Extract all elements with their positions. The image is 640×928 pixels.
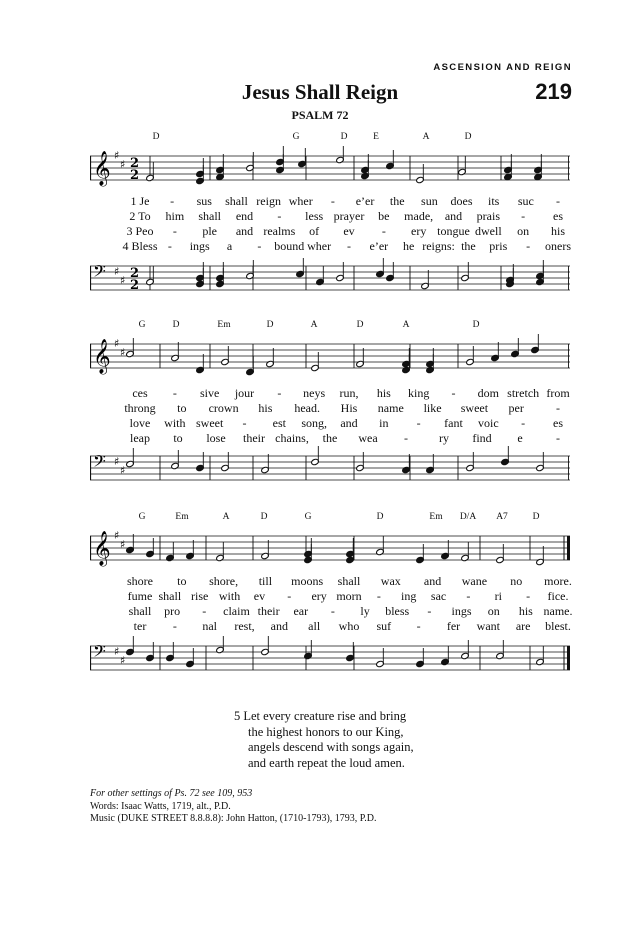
chord-symbol: D — [266, 320, 274, 330]
lyric-line-3-2 — [90, 589, 570, 604]
lyric-syllable: find — [472, 431, 492, 445]
chord-symbol: A7 — [496, 512, 508, 522]
bass-clef-icon: 𝄢 — [93, 451, 106, 475]
lyric-syllable: be — [378, 209, 390, 223]
lyric-syllable: rest, — [234, 619, 255, 633]
chord-symbol: D — [472, 320, 480, 330]
lyric-syllable: rise — [191, 589, 209, 603]
chord-row-1 — [90, 132, 570, 146]
lyric-syllable: shall — [198, 209, 221, 223]
lyric-syllable: - — [172, 619, 177, 633]
lyric-syllable: its — [488, 194, 500, 208]
music-credit: Music (DUKE STREET 8.8.8.8): John Hatton, (1710-1793), 1793, P.D. — [90, 813, 377, 824]
lyric-syllable: and — [340, 416, 358, 430]
lyric-syllable: suc — [517, 194, 534, 208]
lyric-syllable: the — [461, 239, 476, 253]
lyric-syllable: jour — [234, 386, 255, 400]
lyric-syllable: wher — [288, 194, 313, 208]
lyric-syllable: on — [517, 224, 530, 238]
lyric-syllable: fer — [446, 619, 461, 633]
lyric-syllable: ery — [311, 589, 327, 603]
lyric-syllable: no — [510, 574, 523, 588]
lyric-syllable: - — [416, 416, 421, 430]
lyric-syllable: their — [257, 604, 280, 618]
lyric-syllable: wher — [307, 239, 332, 253]
chord-symbol: D — [340, 132, 348, 142]
treble-clef-icon: 𝄞 — [93, 531, 111, 566]
lyric-syllable: - — [242, 416, 247, 430]
verse-5-line: and earth repeat the loud amen. — [248, 755, 405, 770]
lyric-syllable: shall — [158, 589, 182, 603]
lyric-syllable: ings — [189, 239, 210, 253]
lyric-syllable: to — [173, 431, 183, 445]
lyric-line-3-4 — [90, 619, 570, 634]
lyric-syllable: sus — [196, 194, 212, 208]
music-system-1 — [90, 132, 570, 302]
lyric-syllable: 1 Je — [130, 194, 150, 208]
lyric-syllable: run, — [339, 386, 359, 400]
lyric-syllable: his — [258, 401, 273, 415]
lyric-syllable: reigns: — [422, 239, 455, 253]
lyric-syllable: - — [202, 604, 207, 618]
lyric-syllable: shore, — [209, 574, 239, 588]
lyric-syllable: - — [466, 589, 471, 603]
lyric-syllable: stretch — [507, 386, 540, 400]
lyric-syllable: realms — [263, 224, 296, 238]
lyric-syllable: - — [330, 194, 335, 208]
lyric-syllable: per — [508, 401, 524, 415]
lyric-syllable: es — [553, 416, 563, 430]
lyric-syllable: - — [257, 239, 262, 253]
lyric-syllable: king — [407, 386, 430, 400]
bass-staff-3 — [90, 636, 570, 686]
other-settings-note: For other settings of Ps. 72 see 109, 953 — [90, 788, 253, 799]
verse-5 — [234, 709, 414, 771]
sharp-icon: ♯ — [120, 654, 126, 667]
lyric-syllable: fice. — [547, 589, 569, 603]
lyric-syllable: to — [177, 574, 187, 588]
psalm-subtitle: PSALM 72 — [291, 108, 349, 122]
lyric-syllable: nal — [202, 619, 217, 633]
lyric-line-1-1 — [90, 194, 570, 209]
chord-symbol: G — [138, 320, 146, 330]
lyric-syllable: - — [526, 589, 531, 603]
lyric-syllable: and — [423, 574, 442, 588]
lyric-syllable: oners — [545, 239, 571, 253]
lyric-syllable: head. — [294, 401, 321, 415]
lyric-syllable: - — [381, 224, 386, 238]
hymn-title: Jesus Shall Reign — [241, 80, 399, 104]
lyric-syllable: with — [218, 589, 241, 603]
lyric-line-2-4 — [90, 431, 570, 446]
lyric-syllable: to — [177, 401, 187, 415]
lyric-syllable: he — [403, 239, 415, 253]
lyric-syllable: - — [404, 431, 408, 445]
lyric-syllable: - — [277, 209, 282, 223]
lyric-syllable: his — [518, 604, 533, 618]
lyric-syllable: dwell — [474, 224, 502, 238]
lyric-syllable: less — [305, 209, 324, 223]
lyric-syllable: - — [277, 386, 282, 400]
treble-staff-1 — [90, 146, 570, 196]
lyric-syllable: - — [376, 589, 381, 603]
lyric-syllable: prayer — [333, 209, 365, 223]
lyric-syllable: leap — [130, 431, 150, 445]
lyric-line-2-2 — [90, 401, 570, 416]
lyric-syllable: shore — [127, 574, 153, 588]
chord-symbol: D — [376, 512, 384, 522]
lyric-syllable: him — [165, 209, 185, 223]
lyric-syllable: lose — [206, 431, 226, 445]
chord-symbol: Em — [429, 512, 443, 522]
music-system-2 — [90, 320, 570, 490]
lyric-syllable: in — [379, 416, 389, 430]
lyric-syllable: ings — [451, 604, 472, 618]
bass-clef-icon: 𝄢 — [93, 641, 106, 665]
lyric-syllable: e’er — [355, 194, 375, 208]
lyric-syllable: ple — [202, 224, 217, 238]
lyric-syllable: their — [243, 431, 265, 445]
lyric-syllable: - — [330, 604, 335, 618]
lyric-syllable: from — [546, 386, 570, 400]
lyric-syllable: does — [450, 194, 473, 208]
time-signature-top: 2 — [130, 156, 140, 171]
lyric-syllable: and — [270, 619, 288, 633]
lyric-syllable: of — [309, 224, 320, 238]
lyric-line-3-1 — [90, 574, 570, 589]
lyric-syllable: shall — [225, 194, 248, 208]
lyric-syllable: tongue — [437, 224, 470, 238]
lyric-syllable: name — [377, 401, 404, 415]
chord-symbol: G — [304, 512, 312, 522]
lyric-syllable: pro — [164, 604, 181, 618]
lyric-syllable: more. — [544, 574, 572, 588]
lyric-syllable: neys — [303, 386, 326, 400]
chord-symbol: D — [152, 132, 160, 142]
lyric-syllable: moons — [291, 574, 324, 588]
chord-symbol: D — [532, 512, 540, 522]
lyric-syllable: e’er — [369, 239, 389, 253]
chord-symbol: E — [373, 132, 379, 142]
lyric-syllable: ing — [401, 589, 417, 603]
lyric-syllable: dom — [477, 386, 499, 400]
lyric-syllable: throng — [124, 401, 156, 415]
lyric-syllable: shall — [337, 574, 361, 588]
lyric-syllable: end — [235, 209, 254, 223]
lyric-syllable: voic — [477, 416, 499, 430]
lyric-syllable: on — [487, 604, 500, 618]
lyric-syllable: e — [517, 431, 523, 445]
lyric-line-3-3 — [90, 604, 573, 619]
sharp-icon: ♯ — [114, 337, 120, 350]
lyric-line-1-2 — [90, 209, 570, 224]
lyric-syllable: sac — [430, 589, 447, 603]
lyric-syllable: sweet — [460, 401, 489, 415]
lyric-syllable: - — [521, 209, 526, 223]
lyric-syllable: - — [167, 239, 172, 253]
chord-symbol: Em — [175, 512, 189, 522]
lyric-line-1-4 — [90, 239, 570, 254]
lyric-syllable: fume — [127, 589, 153, 603]
sharp-icon: ♯ — [120, 464, 126, 477]
lyric-syllable: - — [451, 386, 456, 400]
lyric-syllable: crown — [208, 401, 239, 415]
lyric-syllable: 2 To — [129, 209, 151, 223]
lyric-syllable: made, — [404, 209, 434, 223]
chord-row-3 — [90, 512, 570, 526]
verse-5-line: the highest honors to our King, — [248, 724, 404, 739]
time-signature-top: 2 — [130, 266, 140, 281]
lyric-syllable: and — [444, 209, 463, 223]
lyric-syllable: chains, — [275, 431, 309, 445]
credits — [90, 788, 376, 826]
lyric-syllable: with — [164, 416, 186, 430]
lyric-syllable: the — [322, 431, 338, 445]
lyric-syllable: sive — [199, 386, 220, 400]
lyric-syllable: bless — [385, 604, 410, 618]
chord-symbol: A — [310, 320, 318, 330]
lyric-syllable: ri — [494, 589, 502, 603]
lyric-syllable: who — [338, 619, 360, 633]
lyric-syllable: - — [172, 224, 177, 238]
lyric-syllable: prais — [476, 209, 500, 223]
chord-symbol: G — [138, 512, 146, 522]
chord-row-2 — [90, 320, 570, 334]
hymn-number: 219 — [535, 79, 572, 104]
lyric-syllable: - — [556, 431, 560, 445]
lyric-syllable: and — [235, 224, 254, 238]
lyric-syllable: pris — [489, 239, 508, 253]
bass-staff-2 — [90, 446, 570, 496]
time-signature-bottom: 2 — [130, 168, 140, 183]
lyric-syllable: wea — [358, 431, 378, 445]
lyric-syllable: sun — [421, 194, 438, 208]
bass-staff-1 — [90, 256, 570, 306]
lyric-syllable: like — [423, 401, 442, 415]
lyric-syllable: - — [172, 386, 177, 400]
chord-symbol: D/A — [459, 512, 477, 522]
sharp-icon: ♯ — [114, 645, 120, 658]
chord-symbol: A — [422, 132, 430, 142]
chord-symbol: A — [222, 512, 230, 522]
lyric-syllable: song, — [301, 416, 327, 430]
lyric-syllable: name. — [543, 604, 573, 618]
lyric-syllable: ter — [133, 619, 147, 633]
sharp-icon: ♯ — [120, 274, 126, 287]
lyric-syllable: wax — [380, 574, 401, 588]
lyric-syllable: - — [427, 604, 432, 618]
lyric-syllable: ces — [132, 386, 148, 400]
lyric-syllable: ev — [343, 224, 355, 238]
lyric-syllable: ly — [360, 604, 370, 618]
time-signature-bottom: 2 — [130, 278, 140, 293]
lyric-syllable: morn — [336, 589, 362, 603]
lyric-line-2-1 — [90, 386, 570, 401]
lyric-syllable: - — [521, 416, 526, 430]
lyric-syllable: his — [550, 224, 566, 238]
lyric-syllable: ry — [439, 431, 449, 445]
words-credit: Words: Isaac Watts, 1719, alt., P.D. — [90, 800, 231, 812]
treble-staff-2 — [90, 334, 570, 384]
sharp-icon: ♯ — [120, 346, 126, 359]
lyric-syllable: claim — [223, 604, 250, 618]
chord-symbol: A — [402, 320, 410, 330]
lyric-line-1-3 — [90, 224, 570, 239]
lyric-syllable: - — [287, 589, 292, 603]
chord-symbol: Em — [217, 320, 231, 330]
chord-symbol: D — [260, 512, 268, 522]
lyric-syllable: - — [170, 194, 175, 208]
bass-clef-icon: 𝄢 — [93, 261, 106, 285]
lyric-syllable: reign — [256, 194, 281, 208]
lyric-syllable: shall — [128, 604, 152, 618]
lyric-syllable: - — [556, 401, 560, 415]
sharp-icon: ♯ — [114, 149, 120, 162]
lyric-syllable: es — [553, 209, 563, 223]
lyric-syllable: all — [308, 619, 321, 633]
lyric-syllable: - — [416, 619, 421, 633]
music-system-3 — [90, 512, 573, 682]
treble-clef-icon: 𝄞 — [93, 151, 111, 186]
sharp-icon: ♯ — [120, 538, 126, 551]
treble-clef-icon: 𝄞 — [93, 339, 111, 374]
lyric-syllable: the — [389, 194, 405, 208]
sharp-icon: ♯ — [114, 455, 120, 468]
verse-5-line: angels descend with songs again, — [248, 740, 414, 754]
lyric-syllable: - — [347, 239, 351, 253]
lyric-syllable: ear — [293, 604, 309, 618]
sharp-icon: ♯ — [120, 158, 126, 171]
treble-staff-3 — [90, 526, 570, 576]
lyric-syllable: blest. — [545, 619, 571, 633]
lyric-syllable: a — [226, 239, 233, 253]
lyric-syllable: love — [129, 416, 151, 430]
lyric-syllable: his — [376, 386, 391, 400]
lyric-syllable: ery — [410, 224, 427, 238]
chord-symbol: D — [172, 320, 180, 330]
lyric-syllable: are — [515, 619, 531, 633]
lyric-syllable: 4 Bless — [122, 239, 158, 253]
lyric-syllable: His — [340, 401, 358, 415]
lyric-syllable: sweet — [195, 416, 224, 430]
lyric-syllable: - — [526, 239, 531, 253]
chord-symbol: G — [292, 132, 300, 142]
lyric-syllable: 3 Peo — [126, 224, 154, 238]
lyric-syllable: bound — [274, 239, 305, 253]
lyric-syllable: ev — [253, 589, 266, 603]
sharp-icon: ♯ — [114, 265, 120, 278]
lyric-syllable: wane — [461, 574, 488, 588]
chord-symbol: D — [356, 320, 364, 330]
chord-symbol: D — [464, 132, 472, 142]
section-label: ASCENSION AND REIGN — [433, 62, 572, 73]
lyric-syllable: till — [258, 574, 273, 588]
sharp-icon: ♯ — [114, 529, 120, 542]
lyric-syllable: suf — [376, 619, 392, 633]
lyric-syllable: want — [476, 619, 500, 633]
lyric-syllable: est — [272, 416, 286, 430]
lyric-line-2-3 — [90, 416, 570, 431]
verse-5-line: 5 Let every creature rise and bring — [234, 709, 407, 723]
lyric-syllable: fant — [444, 416, 463, 430]
lyric-syllable: - — [556, 194, 560, 208]
